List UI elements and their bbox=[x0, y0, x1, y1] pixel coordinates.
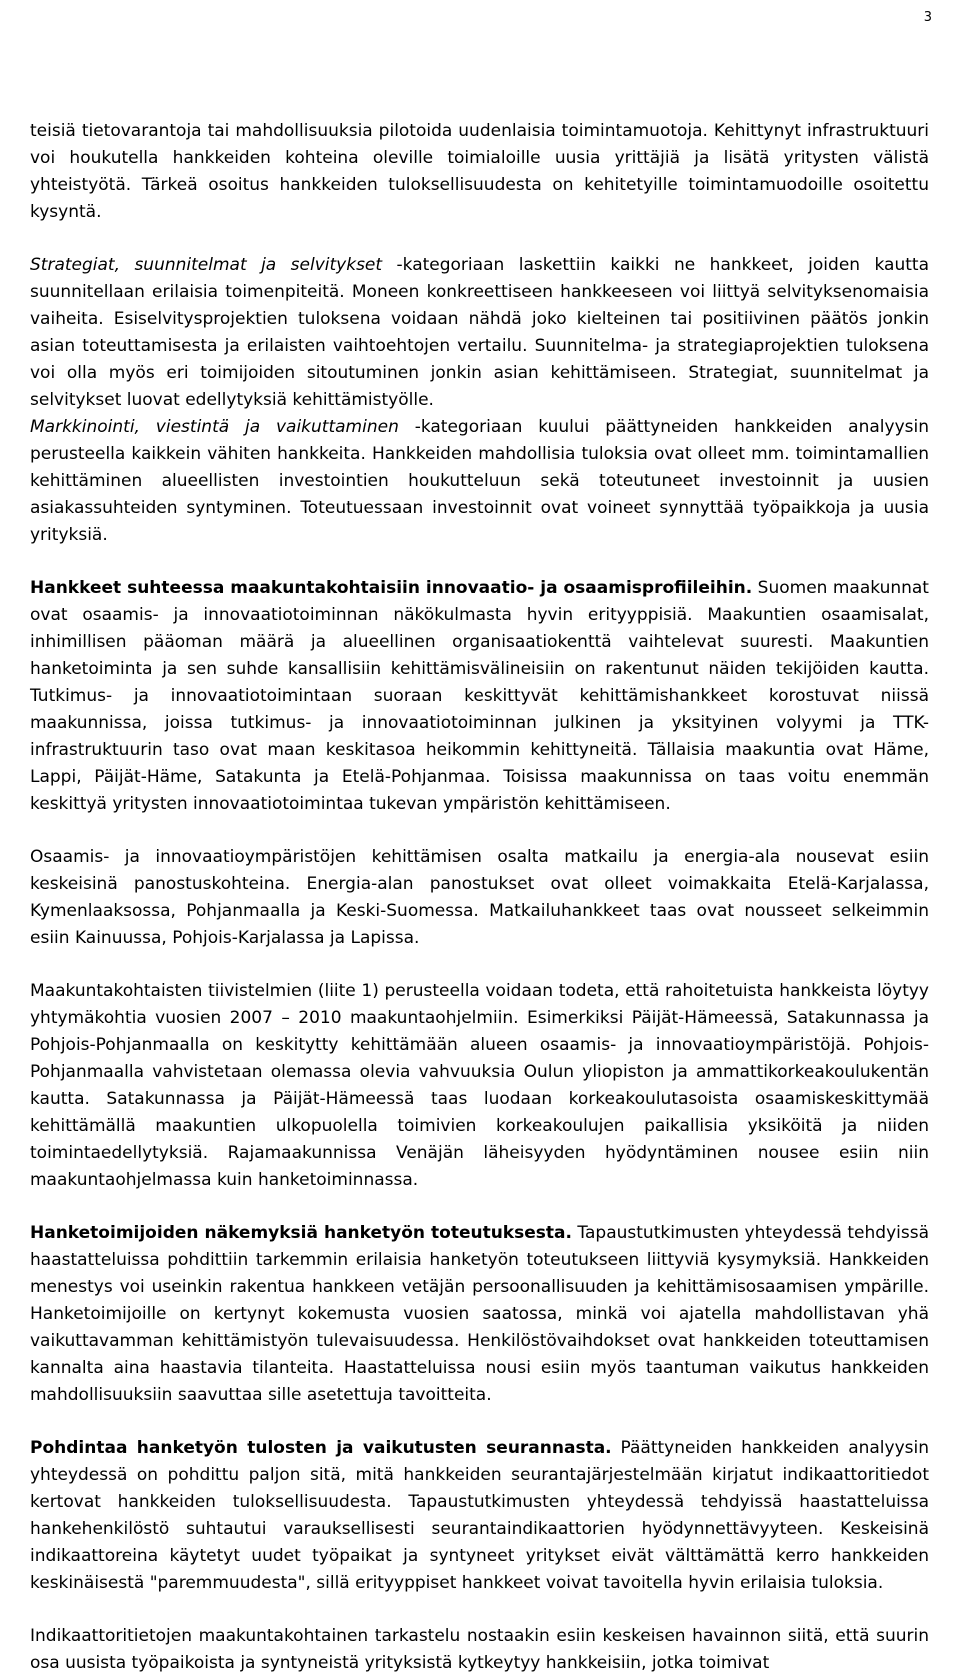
page-number: 3 bbox=[923, 10, 932, 25]
paragraph-indicators: Indikaattoritietojen maakuntakohtainen tarkastelu nostaakin esiin keskeisen havainnon siitä, että suurin osa uusista työpaikoista ja syntyneistä yrityksistä kytkeytyy hankkeisiin, jotka toimivat bbox=[30, 1626, 929, 1673]
category-strategies-text: -kategoriaan laskettiin kaikki ne hankkeet, joiden kautta suunnitellaan erilaisia toimenpiteitä. Moneen konkreettiseen hankkeeseen voi liittyä selvityksenomaisia vaiheita. Esiselvitysprojektien tuloksena voidaan nähdä joko kielteinen tai positiivinen päätös jonkin asian toteuttamisesta ja erilaisten vaihtoehtojen vertailu. Suunnitelma- ja strategiaprojektien tuloksena voi olla myös eri toimijoiden sitoutuminen jonkin asian kehittämiseen. Strategiat, suunnitelmat ja selvitykset luovat edellytyksiä kehittämistyölle. bbox=[30, 255, 929, 410]
paragraph-regional-summaries: Maakuntakohtaisten tiivistelmien (liite 1) perusteella voidaan todeta, että rahoitetuista hankkeista löytyy yhtymäkohtia vuosien 2007 – 2010 maakuntaohjelmiin. Esimerkiksi Päijät-Hämeessä, Satakunnassa ja Pohjois-Pohjanmaalla on keskitytty kehittämään alueen osaamis- ja innovaatioympäristöjä. Pohjois-Pohjanmaalla vahvistetaan olemassa olevia vahvuuksia Oulun yliopiston ja ammattikorkeakoulukentän kautta. Satakunnassa ja Päijät-Hämeessä taas luodaan korkeakoulutasoista osaamiskeskittymää kehittämällä maakuntien ulkopuolella toimivien korkeakoulujen paikallisia yksiköitä ja niiden toimintaedellytyksiä. Rajamaakunnissa Venäjän läheisyyden hyödyntäminen nousee esiin niin maakuntaohjelmassa kuin hanketoiminnassa. bbox=[30, 981, 929, 1190]
category-marketing-text: -kategoriaan kuului päättyneiden hankkeiden analyysin perusteella kaikkein vähiten hankkeita. Hankkeiden mahdollisia tuloksia ovat olleet mm. toimintamallien kehittäminen alueellisten investointien houkutteluun sekä toteutuneet investoinnit ja uusien asiakassuhteiden syntyminen. Toteutuessaan investoinnit ovat voineet synnyttää työpaikkoja ja uusia yrityksiä. bbox=[30, 417, 929, 545]
section-heading-monitoring: Pohdintaa hanketyön tulosten ja vaikutusten seurannasta. bbox=[30, 1438, 612, 1458]
paragraph-monitoring-text: Päättyneiden hankkeiden analyysin yhteydessä on pohdittu paljon sitä, mitä hankkeiden seurantajärjestelmään kirjatut indikaattoritiedot kertovat hankkeiden tuloksellisuudesta. Tapaustutkimusten yhteydessä tehdyissä haastatteluissa hankehenkilöstö suhtautui varauksellisesti seurantaindikaattorien hyödynnettävyyteen. Keskeisinä indikaattoreina käytetyt uudet työpaikat ja syntyneet yritykset eivät välttämättä kerro hankkeiden keskinäisestä "paremmuudesta", sillä erityyppiset hankkeet voivat tavoitella hyvin erilaisia tuloksia. bbox=[30, 1438, 930, 1593]
paragraph-monitoring bbox=[30, 1435, 929, 1597]
category-strategies-italic: Strategiat, suunnitelmat ja selvitykset bbox=[30, 255, 383, 275]
paragraph-innovation-profiles-text: Suomen maakunnat ovat osaamis- ja innovaatiotoiminnan näkökulmasta hyvin erityyppisiä. Maakuntien osaamisalat, inhimillisen pääoman määrä ja alueellinen organisaatiokenttä vaihtelevat suuresti. Maakuntien hanketoiminta ja sen suhde kansallisiin kehittämisvälineisiin on rakentunut näiden tekijöiden kautta. Tutkimus- ja innovaatiotoimintaan suoraan keskittyvät kehittämishankkeet korostuvat niissä maakunnissa, joissa tutkimus- ja innovaatiotoiminnan julkinen ja yksityinen volyymi ja TTK-infrastruktuurin taso ovat maan keskitasoa heikommin kehittyneitä. Tällaisia maakuntia ovat Häme, Lappi, Päijät-Häme, Satakunta ja Etelä-Pohjanmaa. Toisissa maakunnissa on taas voitu enemmän keskittyä yritysten innovaatiotoimintaa tukevan ympäristön kehittämiseen. bbox=[30, 578, 929, 814]
section-heading-project-actors: Hanketoimijoiden näkemyksiä hanketyön toteutuksesta. bbox=[30, 1223, 572, 1243]
category-marketing-italic: Markkinointi, viestintä ja vaikuttaminen bbox=[30, 417, 399, 437]
document-body bbox=[30, 118, 929, 1677]
section-heading-innovation-profiles: Hankkeet suhteessa maakuntakohtaisiin innovaatio- ja osaamisprofiileihin. bbox=[30, 578, 753, 598]
paragraph-infrastructure: teisiä tietovarantoja tai mahdollisuuksia pilotoida uudenlaisia toimintamuotoja. Kehittynyt infrastruktuuri voi houkutella hankkeiden kohteina oleville toimialoille uusia yrittäjiä ja lisätä yritysten välistä yhteistyötä. Tärkeä osoitus hankkeiden tuloksellisuudesta on kehitetyille toimintamuodoille osoitettu kysyntä. bbox=[30, 121, 929, 222]
paragraph-innovation-profiles bbox=[30, 575, 929, 818]
paragraph-project-actors bbox=[30, 1220, 929, 1409]
paragraph-environments: Osaamis- ja innovaatioympäristöjen kehittämisen osalta matkailu ja energia-ala nousevat esiin keskeisinä panostuskohteina. Energia-alan panostukset ovat olleet voimakkaita Etelä-Karjalassa, Kymenlaaksossa, Pohjanmaalla ja Keski-Suomessa. Matkailuhankkeet taas ovat nousseet selkeimmin esiin Kainuussa, Pohjois-Karjalassa ja Lapissa. bbox=[30, 847, 929, 948]
paragraph-project-actors-text: Tapaustutkimusten yhteydessä tehdyissä haastatteluissa pohdittiin tarkemmin erilaisia hanketyön toteutukseen liittyviä kysymyksiä. Hankkeiden menestys voi useinkin rakentua hankkeen vetäjän persoonallisuuden ja kehittämisosaamisen ympärille. Hanketoimijoille on kertynyt kokemusta vuosien saatossa, minkä voi ajatella mahdollistavan yhä vaikuttavamman kehittämistyön tulevaisuudessa. Henkilöstövaihdokset ovat hankkeiden toteuttamisen kannalta aina haastavia tilanteita. Haastatteluissa nousi esiin myös taantuman vaikutus hankkeiden mahdollisuuksiin saavuttaa sille asetettuja tavoitteita. bbox=[30, 1223, 929, 1405]
paragraph-categories bbox=[30, 252, 929, 549]
